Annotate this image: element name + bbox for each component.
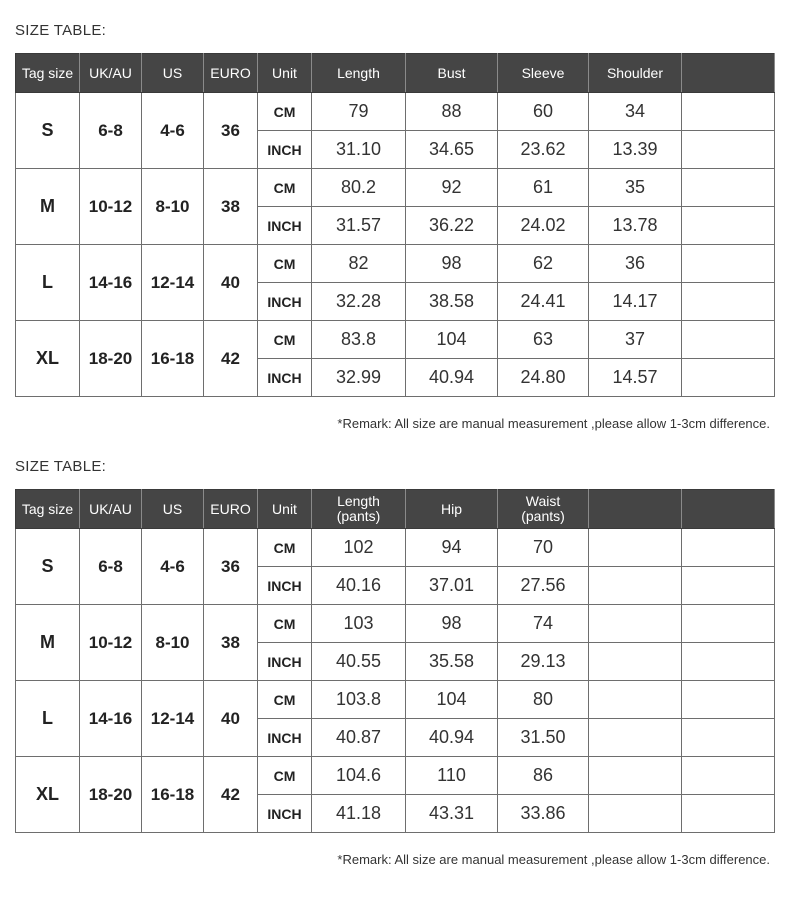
euro-size-cell: 40: [204, 681, 258, 757]
table-row: [16, 93, 775, 131]
uk-au-cell: 14-16: [80, 681, 142, 757]
measurement-cell: 80.2: [312, 169, 406, 207]
measurement-cell: [682, 321, 775, 359]
header-row: [16, 490, 775, 529]
measurement-cell: [682, 757, 775, 795]
measurement-cell: 24.41: [498, 283, 589, 321]
measurement-cell: 74: [498, 605, 589, 643]
tag-size-cell: S: [16, 529, 80, 605]
section-title-tops: SIZE TABLE:: [15, 22, 107, 39]
measurement-cell: 36.22: [406, 207, 498, 245]
measurement-cell: 61: [498, 169, 589, 207]
measurement-cell: 38.58: [406, 283, 498, 321]
column-header: [589, 490, 682, 529]
column-header: US: [142, 54, 204, 93]
euro-size-cell: 38: [204, 169, 258, 245]
measurement-cell: 13.78: [589, 207, 682, 245]
measurement-cell: 31.50: [498, 719, 589, 757]
us-size-cell: 16-18: [142, 321, 204, 397]
measurement-cell: [682, 245, 775, 283]
tag-size-cell: L: [16, 681, 80, 757]
measurement-cell: 62: [498, 245, 589, 283]
us-size-cell: 8-10: [142, 605, 204, 681]
column-header: Sleeve: [498, 54, 589, 93]
measurement-cell: 94: [406, 529, 498, 567]
column-header: UK/AU: [80, 54, 142, 93]
tag-size-cell: L: [16, 245, 80, 321]
measurement-cell: [682, 719, 775, 757]
table-row: [16, 605, 775, 643]
unit-cell: CM: [258, 757, 312, 795]
us-size-cell: 16-18: [142, 757, 204, 833]
measurement-cell: 37.01: [406, 567, 498, 605]
measurement-cell: 23.62: [498, 131, 589, 169]
us-size-cell: 12-14: [142, 681, 204, 757]
measurement-cell: 41.18: [312, 795, 406, 833]
unit-cell: CM: [258, 681, 312, 719]
column-header: Unit: [258, 490, 312, 529]
column-header: Length: [312, 54, 406, 93]
column-header: US: [142, 490, 204, 529]
table-row: [16, 245, 775, 283]
measurement-cell: 102: [312, 529, 406, 567]
unit-cell: CM: [258, 169, 312, 207]
unit-cell: CM: [258, 321, 312, 359]
measurement-cell: [682, 131, 775, 169]
measurement-cell: [682, 681, 775, 719]
measurement-cell: 60: [498, 93, 589, 131]
remark-note-tops: *Remark: All size are manual measurement ,please allow 1-3cm difference.: [337, 416, 770, 431]
measurement-cell: 24.80: [498, 359, 589, 397]
unit-cell: INCH: [258, 131, 312, 169]
measurement-cell: [589, 719, 682, 757]
measurement-cell: [589, 643, 682, 681]
table-row: [16, 681, 775, 719]
euro-size-cell: 42: [204, 321, 258, 397]
column-header: Unit: [258, 54, 312, 93]
measurement-cell: [682, 207, 775, 245]
column-header: Shoulder: [589, 54, 682, 93]
tag-size-cell: S: [16, 93, 80, 169]
unit-cell: INCH: [258, 283, 312, 321]
measurement-cell: 35: [589, 169, 682, 207]
euro-size-cell: 40: [204, 245, 258, 321]
uk-au-cell: 18-20: [80, 321, 142, 397]
measurement-cell: 32.28: [312, 283, 406, 321]
remark-note-pants: *Remark: All size are manual measurement ,please allow 1-3cm difference.: [337, 852, 770, 867]
us-size-cell: 4-6: [142, 529, 204, 605]
unit-cell: INCH: [258, 643, 312, 681]
table-row: [16, 757, 775, 795]
measurement-cell: [589, 605, 682, 643]
measurement-cell: [682, 169, 775, 207]
measurement-cell: 63: [498, 321, 589, 359]
uk-au-cell: 6-8: [80, 93, 142, 169]
measurement-cell: [682, 529, 775, 567]
measurement-cell: 40.87: [312, 719, 406, 757]
measurement-cell: [682, 567, 775, 605]
tag-size-cell: XL: [16, 321, 80, 397]
measurement-cell: 98: [406, 245, 498, 283]
unit-cell: INCH: [258, 719, 312, 757]
measurement-cell: 79: [312, 93, 406, 131]
us-size-cell: 8-10: [142, 169, 204, 245]
measurement-cell: 104: [406, 681, 498, 719]
measurement-cell: [589, 681, 682, 719]
measurement-cell: [682, 93, 775, 131]
measurement-cell: 27.56: [498, 567, 589, 605]
measurement-cell: [589, 757, 682, 795]
measurement-cell: 13.39: [589, 131, 682, 169]
euro-size-cell: 36: [204, 529, 258, 605]
measurement-cell: [682, 643, 775, 681]
measurement-cell: 70: [498, 529, 589, 567]
measurement-cell: 40.94: [406, 359, 498, 397]
column-header: [682, 490, 775, 529]
measurement-cell: 83.8: [312, 321, 406, 359]
column-header: Bust: [406, 54, 498, 93]
measurement-cell: 110: [406, 757, 498, 795]
measurement-cell: 34.65: [406, 131, 498, 169]
column-header: Hip: [406, 490, 498, 529]
measurement-cell: 40.55: [312, 643, 406, 681]
column-header: Waist (pants): [498, 490, 589, 529]
measurement-cell: 31.10: [312, 131, 406, 169]
euro-size-cell: 38: [204, 605, 258, 681]
uk-au-cell: 14-16: [80, 245, 142, 321]
measurement-cell: 103.8: [312, 681, 406, 719]
measurement-cell: [589, 567, 682, 605]
header-row: [16, 54, 775, 93]
measurement-cell: 14.57: [589, 359, 682, 397]
euro-size-cell: 36: [204, 93, 258, 169]
measurement-cell: [682, 605, 775, 643]
unit-cell: INCH: [258, 359, 312, 397]
measurement-cell: [682, 795, 775, 833]
measurement-cell: 34: [589, 93, 682, 131]
measurement-cell: 104: [406, 321, 498, 359]
tag-size-cell: M: [16, 605, 80, 681]
measurement-cell: [682, 359, 775, 397]
measurement-cell: 37: [589, 321, 682, 359]
measurement-cell: 86: [498, 757, 589, 795]
column-header: Length (pants): [312, 490, 406, 529]
measurement-cell: 82: [312, 245, 406, 283]
measurement-cell: 33.86: [498, 795, 589, 833]
measurement-cell: [589, 795, 682, 833]
measurement-cell: 31.57: [312, 207, 406, 245]
measurement-cell: 80: [498, 681, 589, 719]
table-row: [16, 321, 775, 359]
unit-cell: INCH: [258, 207, 312, 245]
measurement-cell: 88: [406, 93, 498, 131]
unit-cell: CM: [258, 605, 312, 643]
uk-au-cell: 10-12: [80, 169, 142, 245]
size-table-pants: [15, 489, 775, 833]
measurement-cell: [589, 529, 682, 567]
measurement-cell: 24.02: [498, 207, 589, 245]
tag-size-cell: M: [16, 169, 80, 245]
unit-cell: CM: [258, 245, 312, 283]
unit-cell: CM: [258, 529, 312, 567]
column-header: EURO: [204, 54, 258, 93]
column-header: [682, 54, 775, 93]
measurement-cell: 36: [589, 245, 682, 283]
measurement-cell: 35.58: [406, 643, 498, 681]
euro-size-cell: 42: [204, 757, 258, 833]
measurement-cell: 14.17: [589, 283, 682, 321]
unit-cell: INCH: [258, 795, 312, 833]
table-row: [16, 529, 775, 567]
us-size-cell: 12-14: [142, 245, 204, 321]
measurement-cell: 98: [406, 605, 498, 643]
unit-cell: INCH: [258, 567, 312, 605]
size-table-tops: [15, 53, 775, 397]
uk-au-cell: 6-8: [80, 529, 142, 605]
measurement-cell: [682, 283, 775, 321]
us-size-cell: 4-6: [142, 93, 204, 169]
table-row: [16, 169, 775, 207]
measurement-cell: 40.16: [312, 567, 406, 605]
column-header: EURO: [204, 490, 258, 529]
column-header: UK/AU: [80, 490, 142, 529]
section-title-pants: SIZE TABLE:: [15, 458, 107, 475]
uk-au-cell: 18-20: [80, 757, 142, 833]
measurement-cell: 103: [312, 605, 406, 643]
measurement-cell: 29.13: [498, 643, 589, 681]
measurement-cell: 92: [406, 169, 498, 207]
measurement-cell: 40.94: [406, 719, 498, 757]
measurement-cell: 32.99: [312, 359, 406, 397]
uk-au-cell: 10-12: [80, 605, 142, 681]
tag-size-cell: XL: [16, 757, 80, 833]
measurement-cell: 104.6: [312, 757, 406, 795]
column-header: Tag size: [16, 490, 80, 529]
measurement-cell: 43.31: [406, 795, 498, 833]
column-header: Tag size: [16, 54, 80, 93]
unit-cell: CM: [258, 93, 312, 131]
